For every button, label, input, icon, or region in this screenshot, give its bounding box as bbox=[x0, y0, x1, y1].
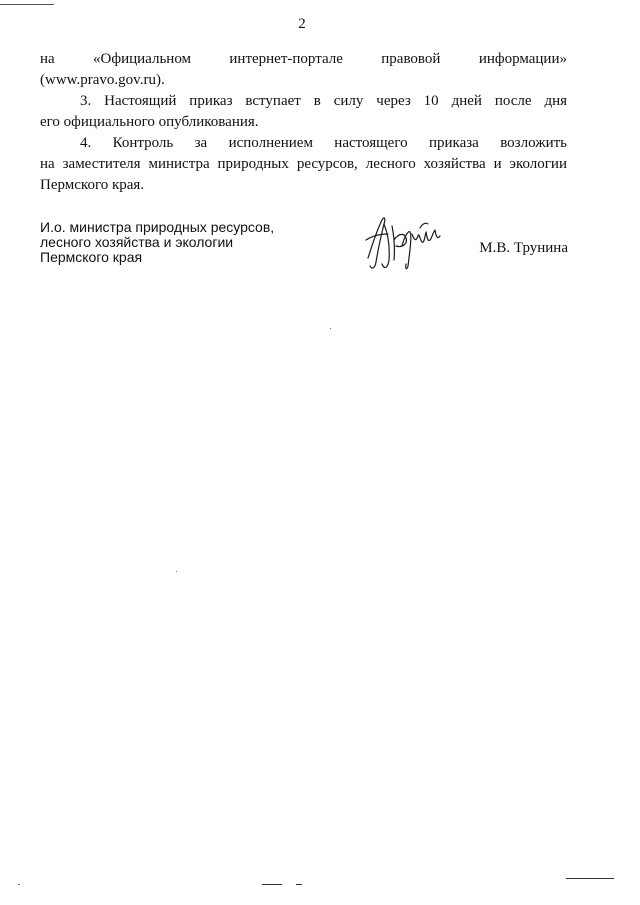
scan-edge-mark bbox=[566, 878, 614, 879]
signatory-title-line-3: Пермского края bbox=[40, 249, 143, 265]
body-line-1-word: интернет-портале bbox=[229, 51, 343, 67]
paragraph-3-line-1: 3. Настоящий приказ вступает в силу через 10 дней после дня bbox=[80, 93, 567, 109]
paragraph-3-line-2: его официального опубликования. bbox=[40, 114, 259, 130]
scan-edge-mark bbox=[262, 884, 282, 885]
signatory-title-line-1: И.о. министра природных ресурсов, bbox=[40, 219, 275, 235]
body-line-1-word: информации» bbox=[478, 51, 567, 67]
body-line-1-word: правовой bbox=[381, 51, 441, 67]
paragraph-4-line-3: Пермского края. bbox=[40, 177, 145, 193]
scan-edge-line bbox=[0, 4, 54, 5]
body-line-2: (www.pravo.gov.ru). bbox=[40, 72, 165, 88]
scan-speck bbox=[18, 884, 20, 885]
body-line-1-word: на bbox=[40, 51, 55, 67]
body-line-1 bbox=[40, 49, 567, 70]
signatory-title-line-2: лесного хозяйства и экологии bbox=[40, 234, 234, 250]
handwritten-signature bbox=[362, 210, 444, 272]
signatory-title bbox=[40, 220, 274, 265]
page-number: 2 bbox=[298, 16, 306, 32]
paragraph-4-line-2: на заместителя министра природных ресурсов, лесного хозяйства и экологии bbox=[40, 156, 567, 172]
signatory-name: М.В. Трунина bbox=[479, 240, 568, 256]
body-line-1-word: «Официальном bbox=[93, 51, 192, 67]
document-body bbox=[40, 49, 567, 196]
scan-speck bbox=[176, 571, 177, 572]
scan-edge-mark bbox=[296, 884, 302, 885]
scan-speck bbox=[330, 328, 331, 329]
paragraph-4-line-1: 4. Контроль за исполнением настоящего приказа возложить bbox=[80, 135, 567, 151]
